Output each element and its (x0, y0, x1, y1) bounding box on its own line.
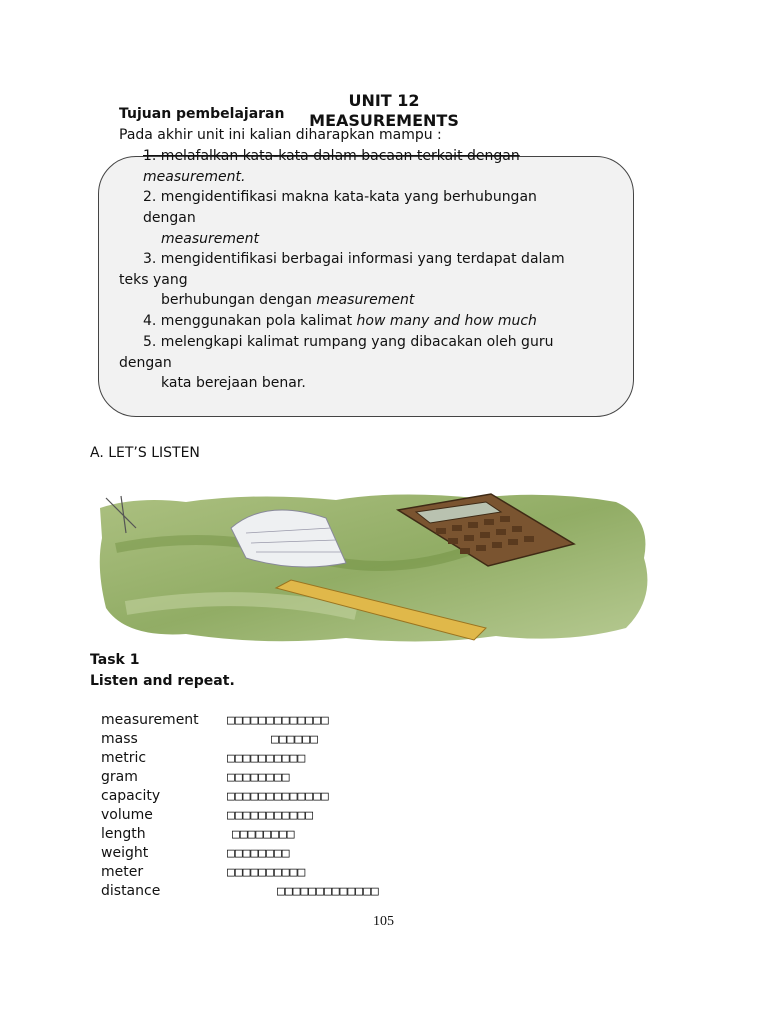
vocab-phonetic: □□□□□□□□□□□ (227, 808, 314, 823)
objective-3-line2: teks yang (119, 272, 188, 288)
objective-2-line1: 2. mengidentifikasi makna kata-kata yang berhubungan (143, 189, 537, 205)
vocab-word: gram (101, 769, 138, 785)
vocab-word: measurement (101, 712, 199, 728)
objective-3-text: berhubungan dengan (161, 292, 317, 308)
section-heading: A. LET’S LISTEN (90, 445, 200, 461)
objective-5-line1: 5. melengkapi kalimat rumpang yang dibacakan oleh guru (143, 334, 554, 350)
objective-4-line1 (143, 313, 537, 329)
unit-title: MEASUREMENTS (309, 111, 459, 130)
vocab-word: weight (101, 845, 149, 861)
objective-1-line2: measurement. (143, 169, 246, 185)
objective-4-italic: how many and how much (356, 313, 537, 329)
vocab-phonetic: □□□□□□□□□□□□□ (227, 713, 329, 728)
vocab-word: length (101, 826, 146, 842)
vocab-word: metric (101, 750, 147, 766)
objective-5-line2: dengan (119, 355, 172, 371)
objective-1-line1: 1. melafalkan kata-kata dalam bacaan terkait dengan (143, 148, 520, 164)
page-number: 105 (373, 914, 394, 929)
objective-3-italic: measurement (316, 292, 415, 308)
vocab-phonetic: □□□□□□ (271, 732, 318, 747)
vocab-phonetic: □□□□□□□□□□ (227, 865, 306, 880)
unit-number: UNIT 12 (348, 91, 420, 110)
objective-3-line1: 3. mengidentifikasi berbagai informasi yang terdapat dalam (143, 251, 565, 267)
vocab-word: volume (101, 807, 153, 823)
objective-3-line3 (161, 292, 414, 308)
vocab-phonetic: □□□□□□□□□□ (227, 751, 306, 766)
objective-5-line3: kata berejaan benar. (161, 375, 306, 391)
vocab-word: capacity (101, 788, 161, 804)
vocab-phonetic: □□□□□□□□□□□□□ (227, 789, 329, 804)
vocab-phonetic: □□□□□□□□ (232, 827, 295, 842)
vocab-word: mass (101, 731, 138, 747)
task-instruction: Listen and repeat. (90, 673, 235, 689)
vocab-word: meter (101, 864, 144, 880)
vocab-phonetic: □□□□□□□□ (227, 846, 290, 861)
measurement-tools-illustration (96, 488, 662, 646)
vocab-phonetic: □□□□□□□□□□□□□ (277, 884, 379, 899)
objective-2-line2: dengan (143, 210, 196, 226)
objectives-heading: Tujuan pembelajaran (119, 106, 285, 122)
objectives-intro: Pada akhir unit ini kalian diharapkan mampu : (119, 127, 442, 143)
vocab-phonetic: □□□□□□□□ (227, 770, 290, 785)
objective-2-line3: measurement (161, 231, 259, 247)
objective-4-text: 4. menggunakan pola kalimat (143, 313, 357, 329)
task-title: Task 1 (90, 652, 140, 668)
vocab-word: distance (101, 883, 161, 899)
